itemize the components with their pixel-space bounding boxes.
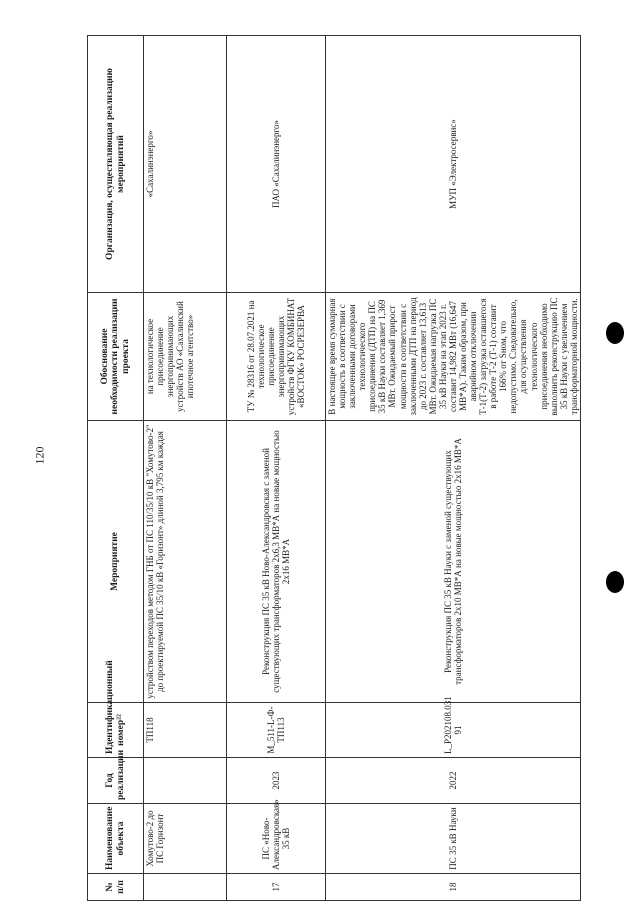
- cell-num: 18: [326, 874, 581, 901]
- header-year: Год реализации: [88, 758, 144, 804]
- cell-name: ПС 35 кВ Науки: [326, 804, 581, 874]
- cell-org: ПАО «Сахалинэнерго»: [227, 36, 326, 293]
- cell-num: 17: [227, 874, 326, 901]
- punch-hole: [606, 322, 624, 344]
- header-org: Организация, осуществляющая реализацию мероприятий: [88, 36, 144, 293]
- cell-id: ТП118: [144, 703, 227, 758]
- cell-org: «Сахалинэнерго»: [144, 36, 227, 293]
- cell-measure: Реконструкция ПС 35 кВ Науки с заменой существующих трансформаторов 2х10 МВ*А на новые мощностью 2х16 МВ*А: [326, 421, 581, 703]
- header-id: Идентификационный номер²²: [88, 703, 144, 758]
- header-measure: Мероприятие: [88, 421, 144, 703]
- cell-year: 2023: [227, 758, 326, 804]
- cell-basis: ТУ № 28316 от 28.07.2021 на технологическое присоединение энергопринимающих устройств ФГКУ КОМБИНАТ «ВОСТОК» РОСРЕЗЕРВА: [227, 293, 326, 421]
- rotated-table-container: [87, 36, 579, 901]
- cell-id: M_511-L-Ф-ТП113: [227, 703, 326, 758]
- cell-basis: В настоящее время суммарная мощность в соответствии с заключенными договорами технологического присоединения (ДТП) на ПС 35 кВ Науки составляет 1,369 МВт. Ожидаемый прирост мощности в соответствии с заключенными ДТП на период до 2023 г. составляет 13,613 МВт. Ожидаемая нагрузка ПС 35 кВ Науки на этап 2023 г. составит 14,982 МВт (16,647 МВ*А). Таким образом, при аварийном отключении Т-1(Т-2) загрузка оставшегося в работе Т-2 (Т-1) составит 166% от Sном, что недопустимо. Следовательно, для осуществления технологического присоединения необходимо выполнить реконструкцию ПС 35 кВ Науки с увеличением трансформаторной мощности.: [326, 293, 581, 421]
- cell-org: МУП «Электросервис»: [326, 36, 581, 293]
- header-basis: Обоснование необходимости реализации проекта: [88, 293, 144, 421]
- cell-name: Хомутово-2 до ПС Горизонт: [144, 804, 227, 874]
- header-name: Наименование объекта: [88, 804, 144, 874]
- cell-basis: на технологическое присоединение энергопринимающих устройств АО «Сахалинский ипотечное агентство»: [144, 293, 227, 421]
- table-header-row: [88, 36, 144, 901]
- table-row: [227, 36, 326, 901]
- cell-year: [144, 758, 227, 804]
- header-num: № п/п: [88, 874, 144, 901]
- cell-year: 2022: [326, 758, 581, 804]
- cell-measure: Реконструкция ПС 35 кВ Ново-Александровская с заменой существующих трансформаторов 2х6,3 МВ*А на новые мощностью 2х16 МВ*А: [227, 421, 326, 703]
- cell-num: [144, 874, 227, 901]
- cell-measure: устройством переходов методом ГНБ от ПС 110/35/10 кВ "Хомутово-2" до проектируемой ПС 35/10 кВ «Горизонт» длиной 3,795 км каждая: [144, 421, 227, 703]
- page-number: 120: [32, 446, 47, 465]
- cell-name: ПС «Ново-Александровская» 35 кВ: [227, 804, 326, 874]
- cell-id: L_P202108.031 91: [326, 703, 581, 758]
- projects-table: [87, 35, 581, 901]
- punch-hole: [606, 571, 624, 593]
- table-row: [326, 36, 581, 901]
- table-row: [144, 36, 227, 901]
